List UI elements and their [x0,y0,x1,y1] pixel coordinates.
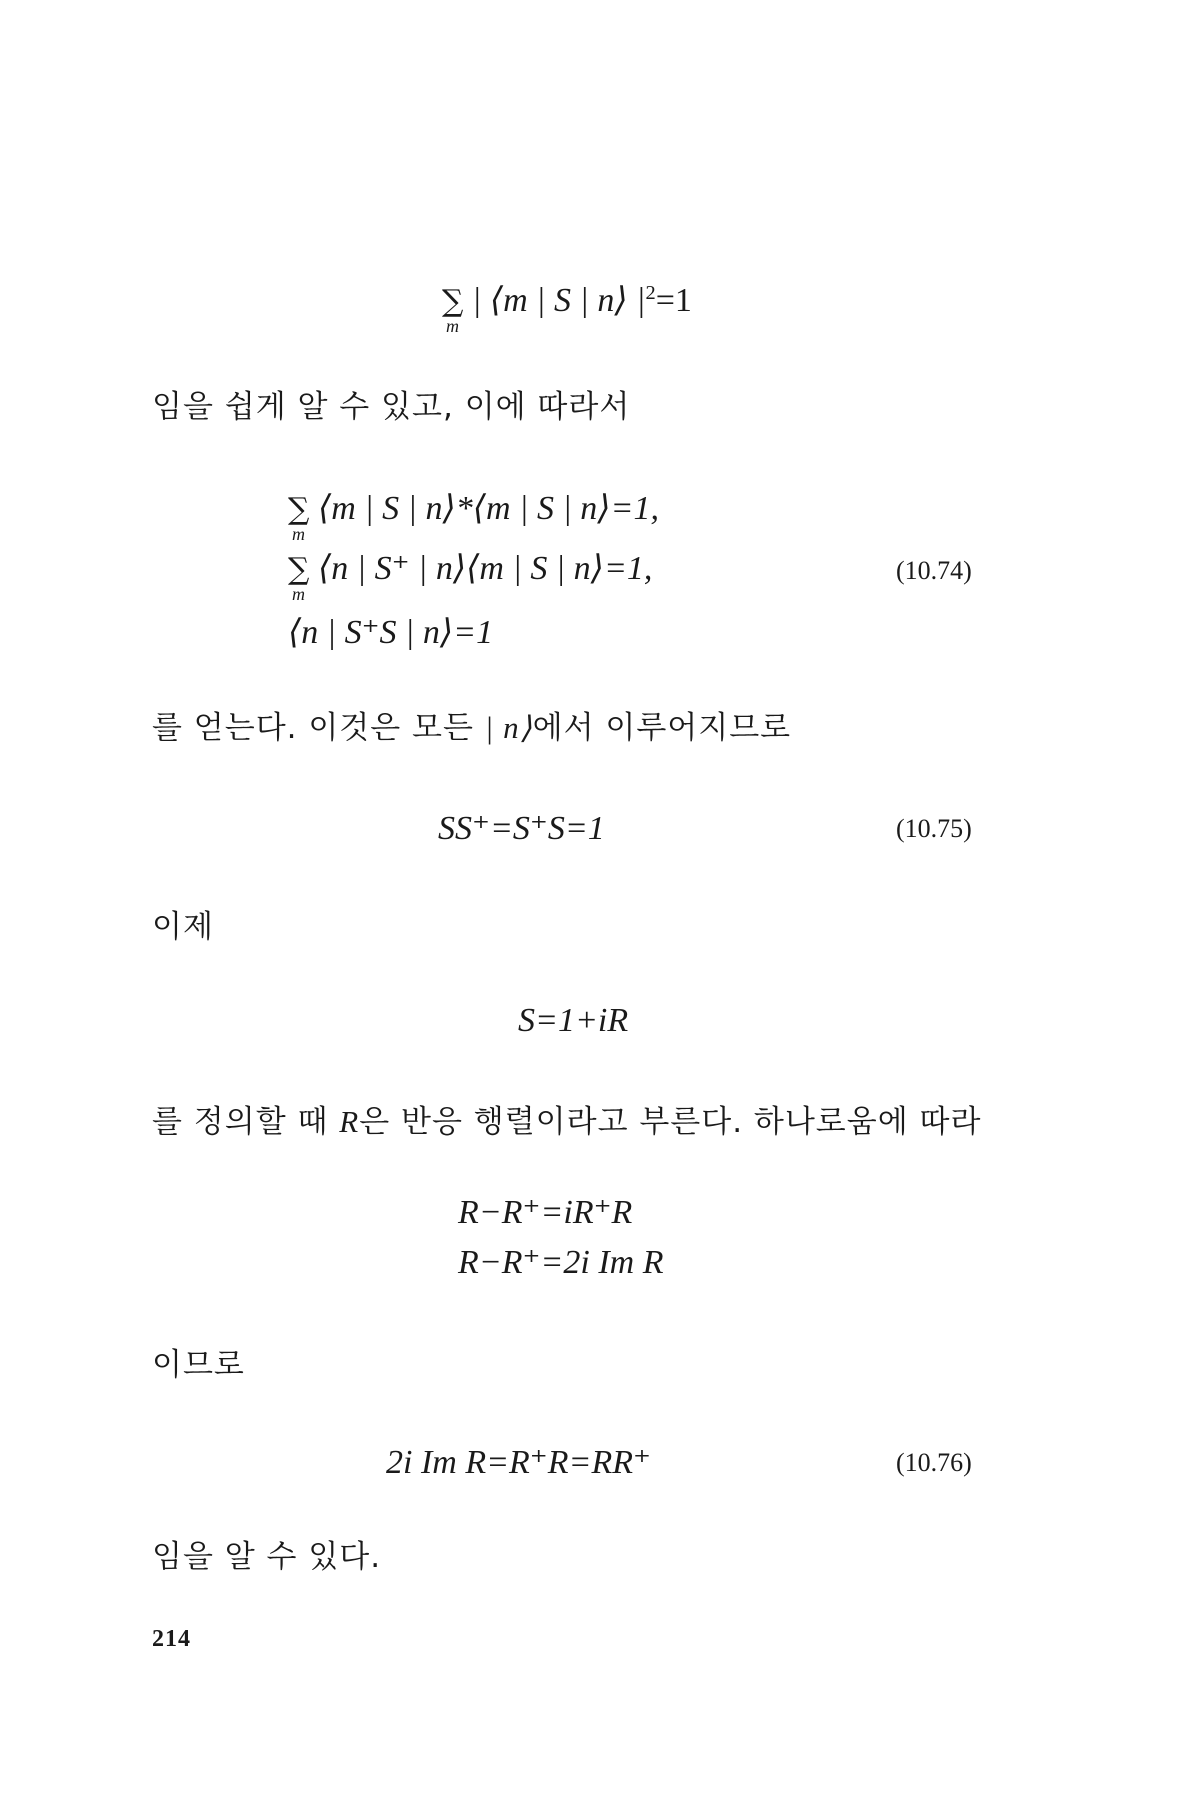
equation-norm: ∑ m | ⟨m | S | n⟩ $|^2=1$ [442,281,692,336]
paragraph-1: 임을 쉽게 알 수 있고, 이에 따라서 [152,389,631,425]
paragraph-2: 를 얻는다. 이것은 모든 | n⟩에서 이루어지므로 [152,710,792,746]
paragraph-5: 이므로 [152,1347,245,1383]
sum-operator: ∑ m [288,492,310,544]
equation-unitarity-line-1: R−R⁺=iR⁺R [458,1194,633,1231]
sum-operator: ∑ m [288,552,310,604]
equation-10-76: 2i Im R=R⁺R=RR⁺ [386,1444,651,1481]
equation-10-74-line-2: ∑ m ⟨n | S⁺ | n⟩⟨m | S | n⟩=1, [288,550,653,604]
paragraph-3: 이제 [152,909,214,945]
equation-10-75: SS⁺=S⁺S=1 [438,810,605,847]
equation-10-74-line-1: ∑ m ⟨m | S | n⟩*⟨m | S | n⟩=1, [288,490,659,544]
equation-unitarity-line-2: R−R⁺=2i Im R [458,1244,664,1281]
equation-number-10-74: (10.74) [896,556,972,585]
paragraph-6: 임을 알 수 있다. [152,1539,382,1575]
equation-definition: S=1+iR [518,1002,629,1039]
equation-number-10-76: (10.76) [896,1448,972,1477]
equation-number-10-75: (10.75) [896,814,972,843]
paragraph-4: 를 정의할 때 R은 반응 행렬이라고 부른다. 하나로움에 따라 [152,1104,982,1140]
page-number: 214 [152,1626,191,1652]
equation-10-74-line-3: ⟨n | S⁺S | n⟩=1 [288,614,494,651]
sum-operator: ∑ m [442,284,464,336]
